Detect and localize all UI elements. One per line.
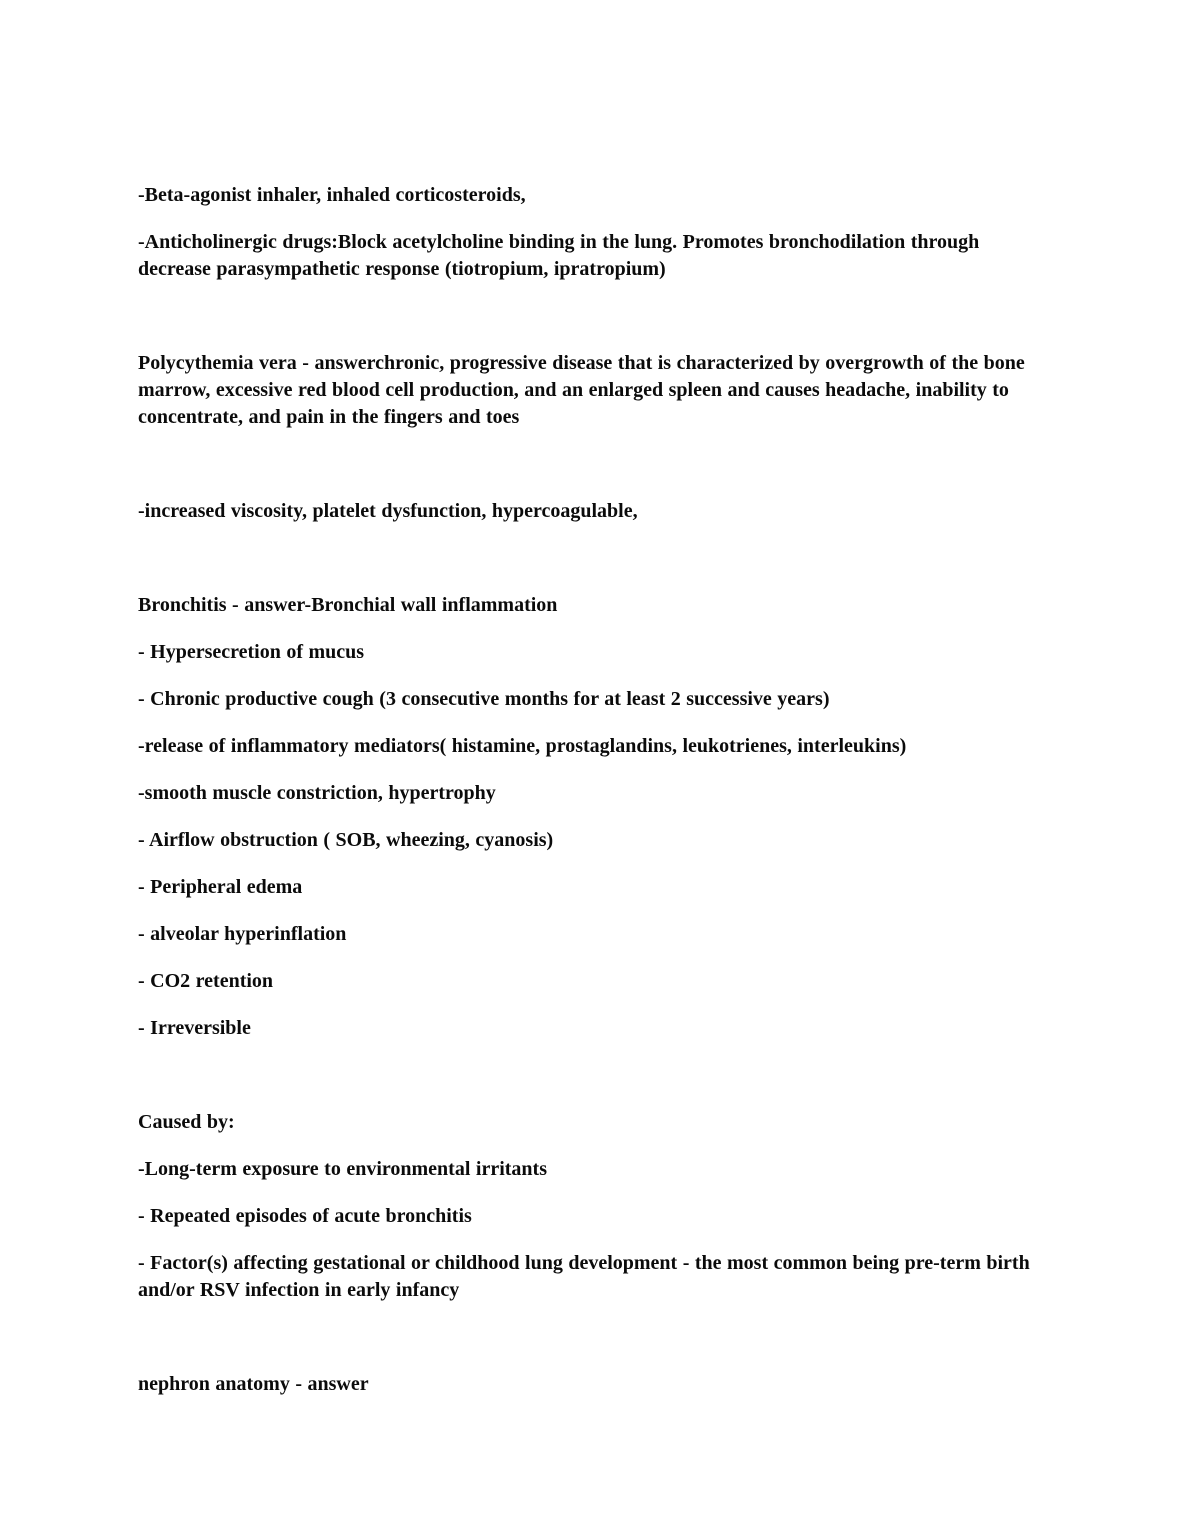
para-alveolar-hyperinflation: - alveolar hyperinflation bbox=[138, 923, 347, 945]
para-long-term-exposure: -Long-term exposure to environmental irritants bbox=[138, 1158, 547, 1180]
para-airflow-obstruction: - Airflow obstruction ( SOB, wheezing, cyanosis) bbox=[138, 829, 554, 851]
para-co2-retention: - CO2 retention bbox=[138, 970, 274, 992]
blank-line bbox=[138, 303, 1054, 330]
blank-line bbox=[138, 545, 1054, 572]
para-beta-agonist-inhaler: -Beta-agonist inhaler, inhaled corticosteroids, bbox=[138, 184, 526, 206]
para-peripheral-edema: - Peripheral edema bbox=[138, 876, 303, 898]
para-nephron-anatomy: nephron anatomy - answer bbox=[138, 1373, 369, 1395]
para-factors-lung-development: - Factor(s) affecting gestational or childhood lung development - the most common being pre-term birth and/or RSV infection in early infancy bbox=[138, 1252, 1030, 1301]
blank-line bbox=[138, 1062, 1054, 1089]
para-inflammatory-mediators: -release of inflammatory mediators( histamine, prostaglandins, leukotrienes, interleukins) bbox=[138, 735, 907, 757]
para-smooth-muscle-constriction: -smooth muscle constriction, hypertrophy bbox=[138, 782, 496, 804]
para-repeated-episodes: - Repeated episodes of acute bronchitis bbox=[138, 1205, 472, 1227]
para-anticholinergic-drugs: -Anticholinergic drugs:Block acetylcholine binding in the lung. Promotes bronchodilation through decrease parasympathetic response (tiotropium, ipratropium) bbox=[138, 231, 980, 280]
para-polycythemia-vera: Polycythemia vera - answerchronic, progressive disease that is characterized by overgrowth of the bone marrow, excessive red blood cell production, and an enlarged spleen and causes headache, inability to concentrate, and pain in the fingers and toes bbox=[138, 352, 1025, 428]
para-chronic-productive-cough: - Chronic productive cough (3 consecutive months for at least 2 successive years) bbox=[138, 688, 830, 710]
blank-line bbox=[138, 1324, 1054, 1351]
para-hypersecretion-mucus: - Hypersecretion of mucus bbox=[138, 641, 365, 663]
para-irreversible: - Irreversible bbox=[138, 1017, 251, 1039]
para-caused-by: Caused by: bbox=[138, 1111, 235, 1133]
para-increased-viscosity: -increased viscosity, platelet dysfunction, hypercoagulable, bbox=[138, 500, 638, 522]
para-bronchitis-definition: Bronchitis - answer-Bronchial wall inflammation bbox=[138, 594, 558, 616]
blank-line bbox=[138, 451, 1054, 478]
